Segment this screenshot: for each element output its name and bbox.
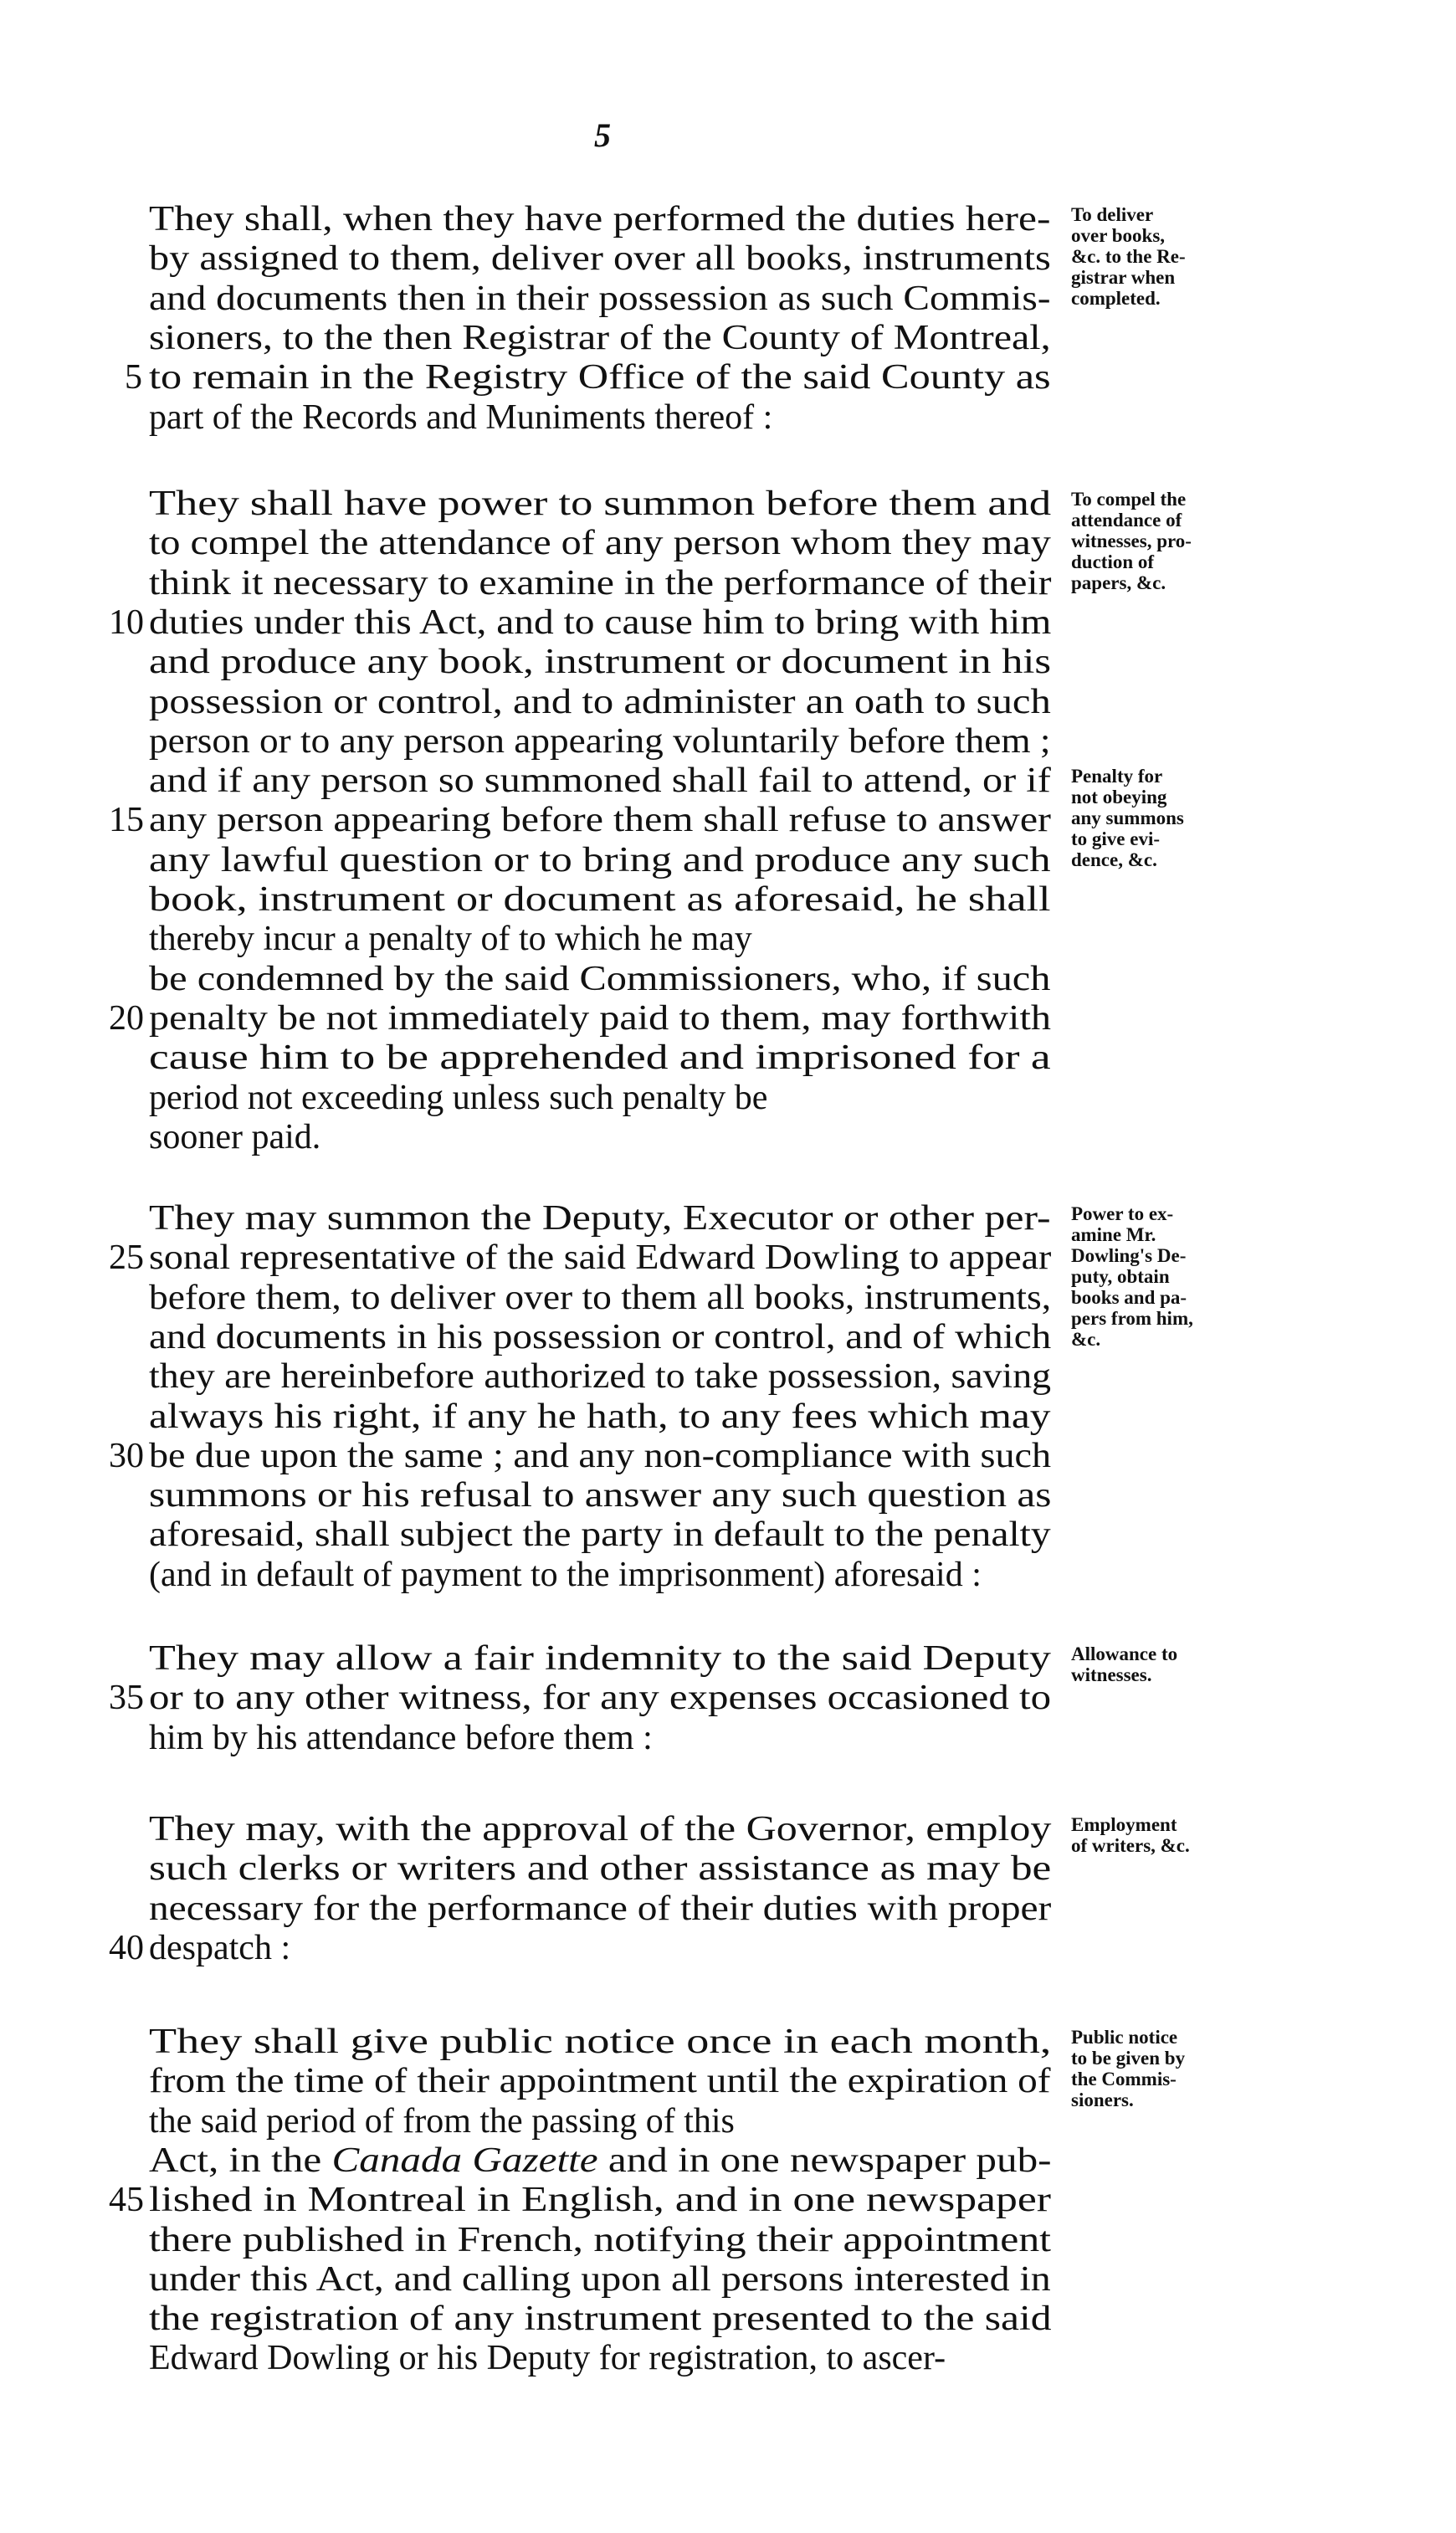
margin-note-line: over books, — [1071, 225, 1166, 246]
line-text: the said period of from the passing of this — [149, 2101, 735, 2141]
margin-note-line: Allowance to — [1071, 1643, 1178, 1664]
line-text: period not exceeding unless such penalty be — [149, 1078, 768, 1117]
margin-note — [1071, 1643, 1255, 1685]
line-text: and documents then in their possession as such Commis- — [149, 279, 1051, 318]
margin-note-line: witnesses. — [1071, 1664, 1152, 1685]
line-text: there published in French, notifying their appointment — [149, 2220, 1051, 2259]
italic-title: Canada Gazette — [331, 2141, 598, 2180]
line-text: under this Act, and calling upon all persons interested in — [149, 2259, 1051, 2299]
margin-note-line: to give evi- — [1071, 828, 1161, 850]
margin-note-line: Power to ex- — [1071, 1203, 1174, 1224]
line-text: to compel the attendance of any person whom they may — [149, 524, 1051, 563]
line-text: and if any person so summoned shall fail to attend, or if — [149, 761, 1051, 801]
line-text: person or to any person appearing voluntarily before them ; — [149, 721, 1051, 761]
margin-note — [1071, 204, 1255, 309]
margin-note-line: witnesses, pro- — [1071, 531, 1192, 551]
margin-note-line: To deliver — [1071, 204, 1154, 225]
margin-note-line: pers from him, — [1071, 1308, 1193, 1329]
margin-note-line: any summons — [1071, 808, 1184, 829]
line-text: They shall, when they have performed the duties here- — [149, 200, 1051, 238]
line-text: They shall have power to summon before them and — [149, 485, 1052, 523]
line-text: and produce any book, instrument or document in his — [149, 643, 1051, 682]
line-text: to remain in the Registry Office of the said County as — [149, 358, 1051, 397]
line-text: before them, to deliver over to them all books, instruments, — [149, 1278, 1052, 1317]
margin-note-line: the Commis- — [1071, 2069, 1177, 2089]
line-text: sonal representative of the said Edward Dowling to appear — [149, 1238, 1052, 1278]
line-text: cause him to be apprehended and imprisoned for a — [149, 1038, 1051, 1078]
line-text: any lawful question or to bring and produce any such — [149, 840, 1051, 879]
line-number: 5 — [125, 358, 142, 397]
line-text: think it necessary to examine in the performance of their — [149, 563, 1052, 602]
margin-note-line: duction of — [1071, 551, 1155, 572]
line-text: and documents in his possession or control, and of which — [149, 1317, 1052, 1356]
margin-note-line: attendance of — [1071, 510, 1182, 531]
line-text: from the time of their appointment until the expiration of — [149, 2062, 1051, 2101]
line-number: 35 — [109, 1679, 144, 1718]
margin-note — [1071, 2027, 1255, 2110]
margin-note-line: Dowling's De- — [1071, 1245, 1187, 1266]
line-text: sioners, to the then Registrar of the County of Montreal, — [149, 318, 1051, 357]
line-text: be condemned by the said Commissioners, who, if such — [149, 959, 1051, 998]
margin-note-line: &c. to the Re- — [1071, 246, 1186, 267]
line-text: penalty be not immediately paid to them, may forthwith — [149, 998, 1051, 1038]
margin-note-line: To compel the — [1071, 489, 1187, 510]
margin-note-line: amine Mr. — [1071, 1224, 1156, 1245]
line-text: They may, with the approval of the Governor, employ — [149, 1810, 1052, 1848]
margin-note — [1071, 766, 1255, 870]
page-number: 5 — [594, 116, 611, 154]
line-text: Edward Dowling or his Deputy for registration, to ascer- — [149, 2339, 946, 2378]
margin-note-line: papers, &c. — [1071, 572, 1166, 593]
margin-note-line: dence, &c. — [1071, 849, 1157, 871]
line-text: summons or his refusal to answer any such question as — [149, 1476, 1052, 1515]
line-text: Act, in the Canada Gazette and in one newspaper pub- — [149, 2141, 1052, 2180]
line-text: despatch : — [149, 1928, 291, 1967]
line-text: duties under this Act, and to cause him to bring with him — [149, 602, 1052, 642]
line-text: the registration of any instrument presented to the said — [149, 2300, 1052, 2339]
margin-note-line: to be given by — [1071, 2048, 1186, 2069]
margin-note-line: of writers, &c. — [1071, 1835, 1190, 1856]
line-text: always his right, if any he hath, to any fees which may — [149, 1397, 1051, 1436]
margin-note — [1071, 489, 1255, 593]
line-number: 30 — [109, 1436, 144, 1475]
line-text: or to any other witness, for any expenses occasioned to — [149, 1679, 1052, 1718]
line-text: book, instrument or document as aforesaid, he shall — [149, 880, 1051, 919]
line-text: thereby incur a penalty of to which he may — [149, 920, 752, 959]
margin-note-line: Penalty for — [1071, 766, 1163, 787]
margin-note-line: completed. — [1071, 288, 1161, 309]
margin-note — [1071, 1203, 1255, 1350]
line-number: 25 — [109, 1238, 144, 1278]
margin-note-line: books and pa- — [1071, 1287, 1187, 1308]
line-number: 15 — [109, 801, 144, 840]
line-text: possession or control, and to administer an oath to such — [149, 682, 1051, 721]
line-text: (and in default of payment to the imprisonment) aforesaid : — [149, 1555, 982, 1594]
line-text: sooner paid. — [149, 1117, 321, 1156]
margin-note-line: not obeying — [1071, 787, 1167, 808]
line-text: they are hereinbefore authorized to take possession, saving — [149, 1357, 1051, 1397]
line-text: by assigned to them, deliver over all books, instruments — [149, 239, 1051, 279]
line-text: any person appearing before them shall refuse to answer — [149, 801, 1051, 840]
line-text: They shall give public notice once in each month, — [149, 2023, 1052, 2061]
line-text: part of the Records and Muniments thereof : — [149, 397, 773, 437]
line-number: 10 — [109, 602, 144, 642]
line-number: 20 — [109, 998, 144, 1038]
line-number: 40 — [109, 1928, 144, 1967]
line-text: lished in Montreal in English, and in one newspaper — [149, 2181, 1051, 2220]
margin-note-line: puty, obtain — [1071, 1266, 1170, 1287]
line-text: such clerks or writers and other assistance as may be — [149, 1849, 1052, 1889]
margin-note-line: gistrar when — [1071, 267, 1176, 288]
line-text: aforesaid, shall subject the party in default to the penalty — [149, 1515, 1051, 1555]
line-text: They may allow a fair indemnity to the said Deputy — [149, 1639, 1051, 1678]
margin-note-line: Public notice — [1071, 2027, 1178, 2048]
line-text: be due upon the same ; and any non-compliance with such — [149, 1436, 1052, 1475]
line-text: necessary for the performance of their duties with proper — [149, 1889, 1052, 1928]
margin-note-line: &c. — [1071, 1329, 1101, 1350]
margin-note-line: sioners. — [1071, 2089, 1134, 2110]
margin-note — [1071, 1814, 1255, 1856]
line-text: him by his attendance before them : — [149, 1718, 653, 1757]
line-number: 45 — [109, 2181, 144, 2220]
margin-note-line: Employment — [1071, 1814, 1177, 1835]
line-text: They may summon the Deputy, Executor or other per- — [149, 1199, 1051, 1238]
